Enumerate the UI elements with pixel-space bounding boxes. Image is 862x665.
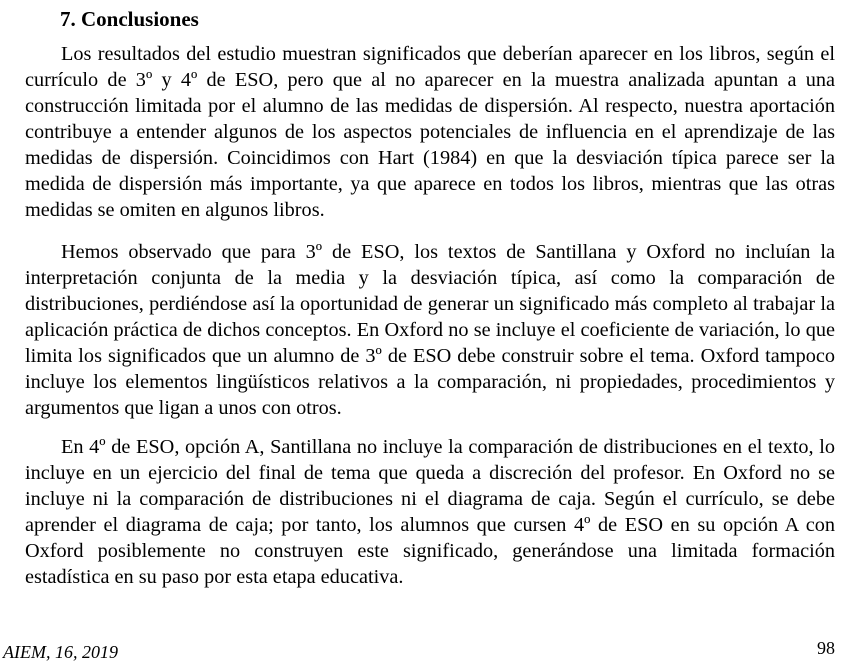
section-heading: 7. Conclusiones <box>60 7 199 31</box>
footer-page-number: 98 <box>817 638 835 658</box>
footer-journal-citation: AIEM, 16, 2019 <box>3 642 118 662</box>
paragraph-2: Hemos observado que para 3º de ESO, los textos de Santillana y Oxford no incluían la interpretación conjunta de la media y la desviación típica, así como la comparación de distribuciones, perdiéndose así la oportunidad de generar un significado más completo al trabajar la aplicación práctica de dichos conceptos. En Oxford no se incluye el coeficiente de variación, lo que limita los significados que un alumno de 3º de ESO debe construir sobre el tema. Oxford tampoco incluye los elementos lingüísticos relativos a la comparación, ni propiedades, procedimientos y argumentos que ligan a unos con otros. <box>25 241 835 419</box>
paragraph-1: Los resultados del estudio muestran significados que deberían aparecer en los libros, según el currículo de 3º y 4º de ESO, pero que al no aparecer en la muestra analizada apuntan a una construcción limitada por el alumno de las medidas de dispersión. Al respecto, nuestra aportación contribuye a entender algunos de los aspectos potenciales de influencia en el aprendizaje de las medidas de dispersión. Coincidimos con Hart (1984) en que la desviación típica parece ser la medida de dispersión más importante, ya que aparece en todos los libros, mientras que las otras medidas se omiten en algunos libros. <box>25 43 835 221</box>
paragraph-3: En 4º de ESO, opción A, Santillana no incluye la comparación de distribuciones en el texto, lo incluye en un ejercicio del final de tema que queda a discreción del profesor. En Oxford no se incluye ni la comparación de distribuciones ni el diagrama de caja. Según el currículo, se debe aprender el diagrama de caja; por tanto, los alumnos que cursen 4º de ESO en su opción A con Oxford posiblemente no construyen este significado, generándose una limitada formación estadística en su paso por esta etapa educativa. <box>25 436 835 588</box>
